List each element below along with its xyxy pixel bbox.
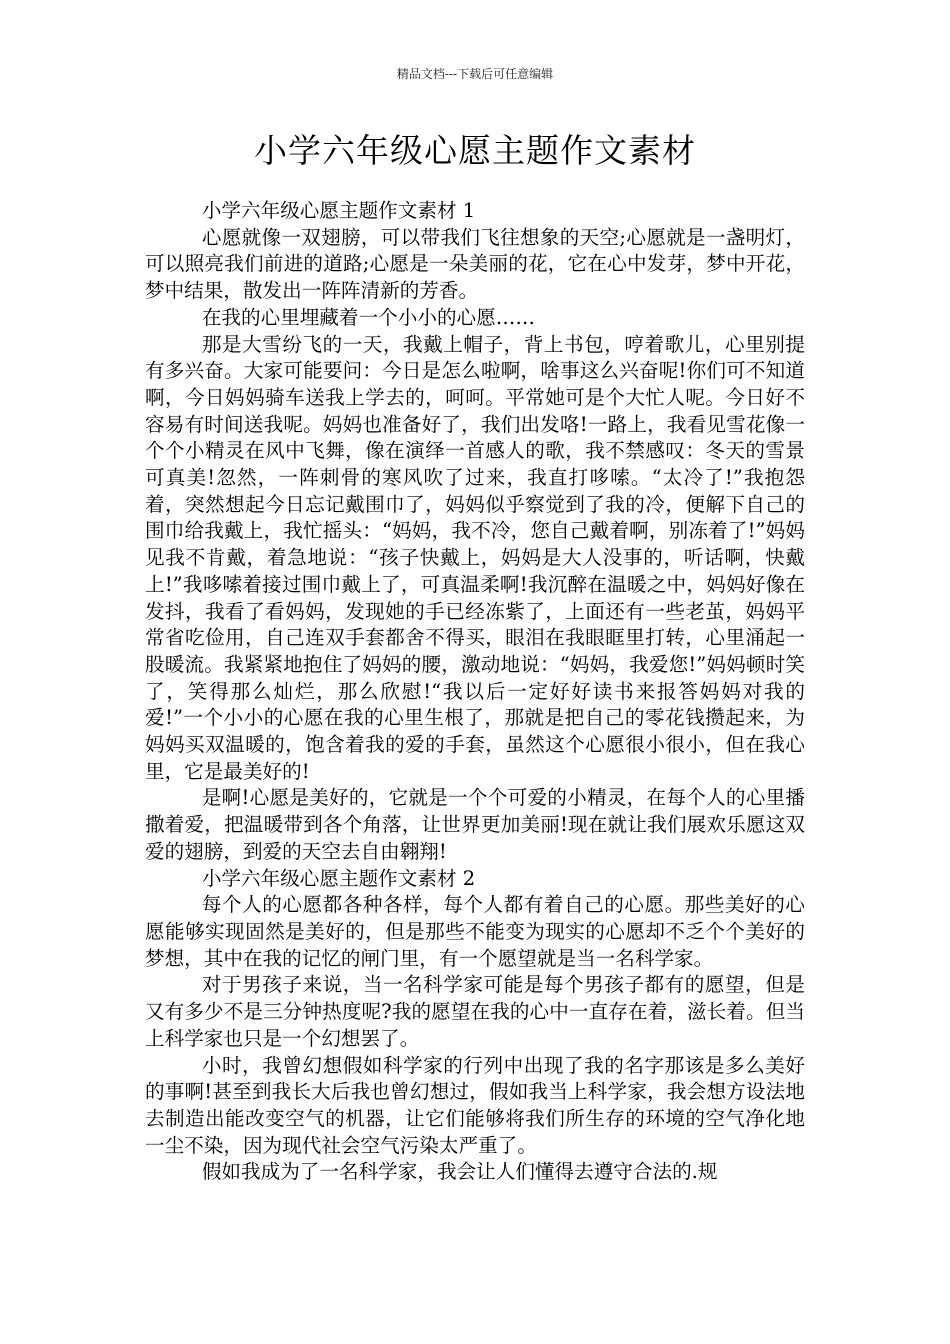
section-heading-2: 小学六年级心愿主题作文素材 2: [201, 866, 476, 890]
paragraph: 那是大雪纷飞的一天，我戴上帽子，背上书包，哼着歌儿，心里别提有多兴奋。大家可能要问：今日是怎么啦啊，啥事这么兴奋呢!你们可不知道啊，今日妈妈骑车送我上学去的，呵呵。平常她可是个大忙人呢。今日好不容易有时间送我呢。妈妈也准备好了，我们出发咯!一路上，我看见雪花像一个个小精灵在风中飞舞，像在演绎一首感人的歌，我不禁感叹：冬天的雪景可真美!忽然，一阵刺骨的寒风吹了过来，我直打哆嗦。“太冷了!”我抱怨着，突然想起今日忘记戴围巾了，妈妈似乎察觉到了我的冷，便解下自己的围巾给我戴上，我忙摇头：“妈妈，我不冷，您自己戴着啊，别冻着了!”妈妈见我不肯戴，着急地说：“孩子快戴上，妈妈是大人没事的，听话啊，快戴上!”我哆嗦着接过围巾戴上了，可真温柔啊!我沉醉在温暖之中，妈妈好像在发抖，我看了看妈妈，发现她的手已经冻紫了，上面还有一些老茧，妈妈平常省吃俭用，自己连双手套都舍不得买，眼泪在我眼眶里打转，心里涌起一股暖流。我紧紧地抱住了妈妈的腰，激动地说：“妈妈，我爱您!”妈妈顿时笑了，笑得那么灿烂，那么欣慰!“我以后一定好好读书来报答妈妈对我的爱!”一个小小的心愿在我的心里生根了，那就是把自己的零花钱攒起来，为妈妈买双温暖的，饱含着我的爱的手套，虽然这个心愿很小很小，但在我心里，它是最美好的!: [145, 332, 805, 783]
page-header: 精品文档---下载后可任意编辑: [396, 67, 554, 81]
paragraph: 是啊!心愿是美好的，它就是一个个可爱的小精灵，在每个人的心里播撒着爱，把温暖带到各个角落，让世界更加美丽!现在就让我们展欢乐愿这双爱的翅膀，到爱的天空去自由翱翔!: [145, 786, 805, 863]
paragraph: 小时，我曾幻想假如科学家的行列中出现了我的名字那该是多么美好的事啊!甚至到我长大后我也曾幻想过，假如我当上科学家，我会想方设法地去制造出能改变空气的机器，让它们能够将我们所生存的环境的空气净化地一尘不染，因为现代社会空气污染太严重了。: [145, 1053, 805, 1157]
document-title: 小学六年级心愿主题作文素材: [254, 131, 696, 170]
paragraph: 心愿就像一双翅膀，可以带我们飞往想象的天空;心愿就是一盏明灯，可以照亮我们前进的道路;心愿是一朵美丽的花，它在心中发芽，梦中开花，梦中结果，散发出一阵阵清新的芳香。: [145, 225, 805, 303]
paragraph: 在我的心里埋藏着一个小小的心愿……: [201, 305, 535, 329]
section-heading-1: 小学六年级心愿主题作文素材 1: [201, 199, 476, 222]
paragraph: 假如我成为了一名科学家，我会让人们懂得去遵守合法的.规: [201, 1160, 718, 1184]
paragraph: 每个人的心愿都各种各样，每个人都有着自己的心愿。那些美好的心愿能够实现固然是美好的，但是那些不能变为现实的心愿却不乏个个美好的梦想，其中在我的记忆的闸门里，有一个愿望就是当一名科学家。: [145, 893, 805, 970]
paragraph: 对于男孩子来说，当一名科学家可能是每个男孩子都有的愿望，但是又有多少不是三分钟热度呢?我的愿望在我的心中一直存在着，滋长着。但当上科学家也只是一个幻想罢了。: [145, 973, 805, 1050]
document-body: [145, 198, 805, 1186]
